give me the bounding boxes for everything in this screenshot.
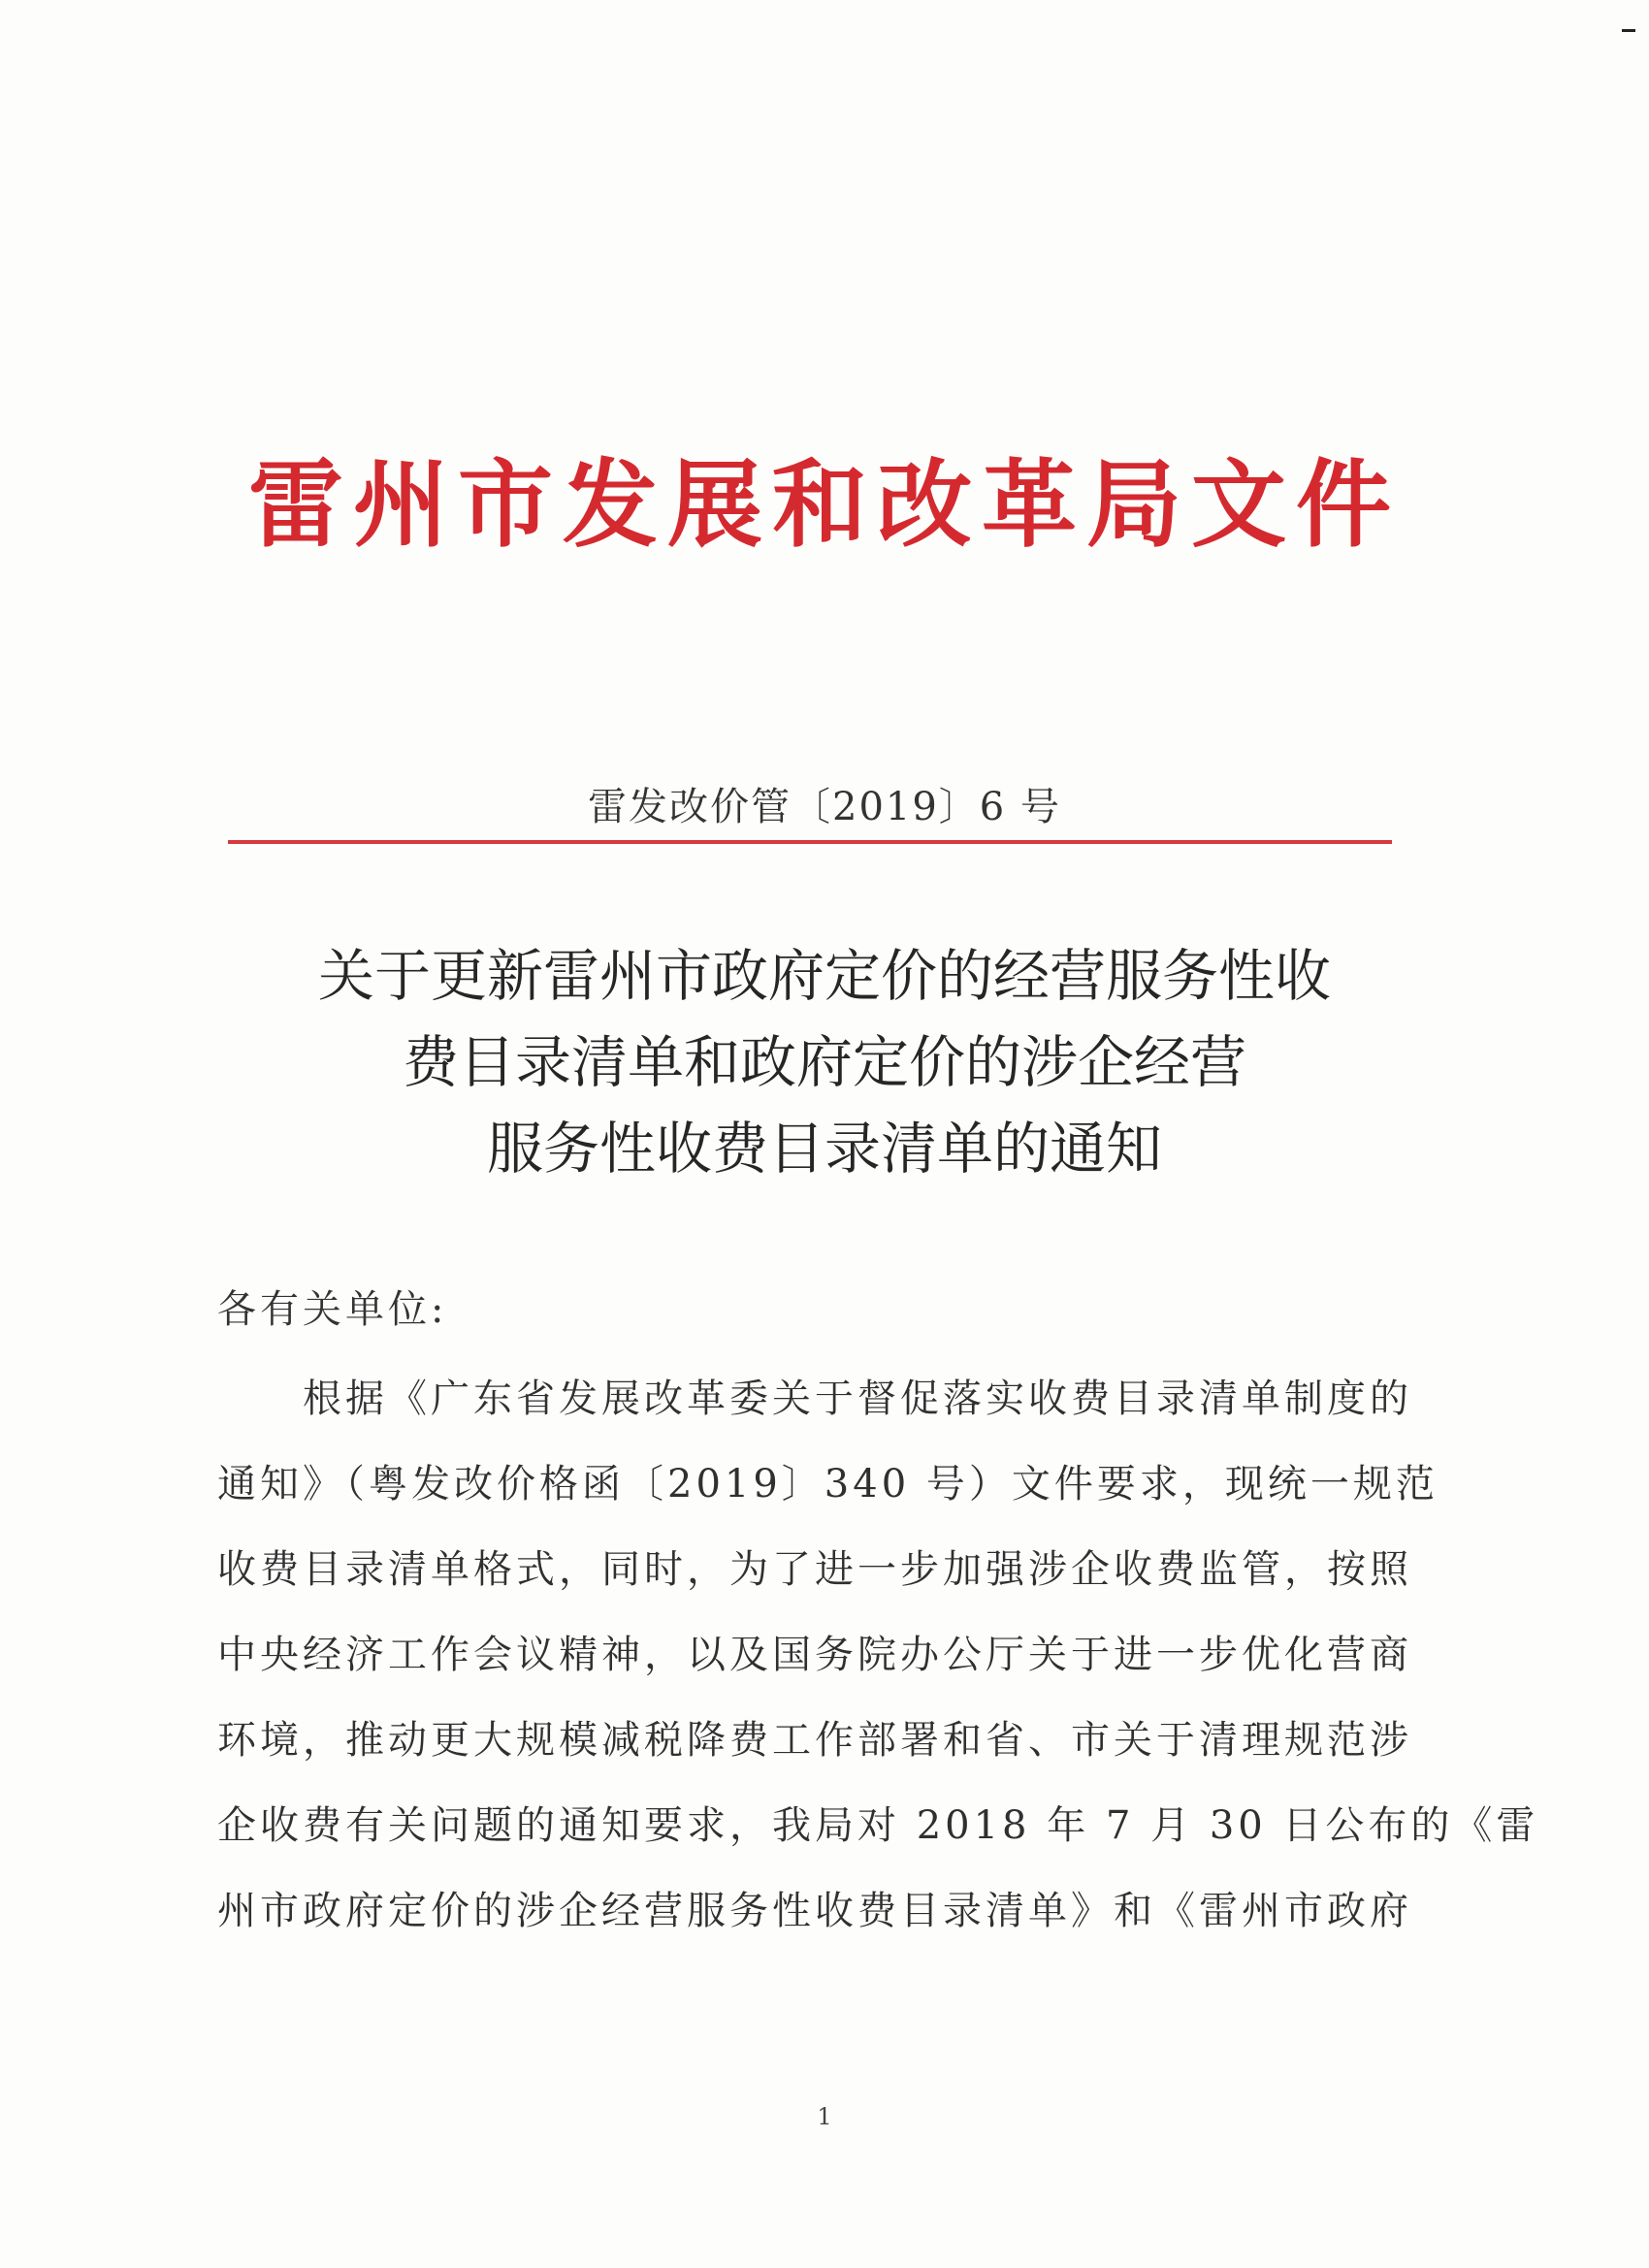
notice-title-line: 费目录清单和政府定价的涉企经营 — [402, 1029, 1246, 1095]
notice-title — [0, 933, 1649, 1192]
body-line: 企收费有关问题的通知要求，我局对 2018 年 7 月 30 日公布的《雷 — [217, 1803, 1539, 1848]
notice-title-line: 关于更新雷州市政府定价的经营服务性收 — [317, 943, 1331, 1009]
body-text — [217, 1356, 1539, 1954]
body-line: 收费目录清单格式，同时，为了进一步加强涉企收费监管，按照 — [217, 1547, 1412, 1592]
page-number: 1 — [817, 2103, 832, 2130]
body-line: 州市政府定价的涉企经营服务性收费目录清单》和《雷州市政府 — [217, 1889, 1412, 1933]
document-number: 雷发改价管〔2019〕6 号 — [588, 785, 1061, 829]
body-line: 根据《广东省发展改革委关于督促落实收费目录清单制度的 — [217, 1377, 1412, 1421]
body-line: 环境，推动更大规模减税降费工作部署和省、市关于清理规范涉 — [217, 1718, 1412, 1763]
body-line: 中央经济工作会议精神，以及国务院办公厅关于进一步优化营商 — [217, 1633, 1412, 1677]
salutation: 各有关单位: — [217, 1287, 448, 1332]
body-line: 通知》（粤发改价格函〔2019〕340 号）文件要求，现统一规范 — [217, 1462, 1439, 1507]
document-header-title: 雷州市发展和改革局文件 — [247, 449, 1401, 561]
notice-title-line: 服务性收费目录清单的通知 — [486, 1116, 1162, 1182]
scan-corner-mark — [1622, 29, 1635, 32]
header-divider-rule — [228, 840, 1392, 844]
